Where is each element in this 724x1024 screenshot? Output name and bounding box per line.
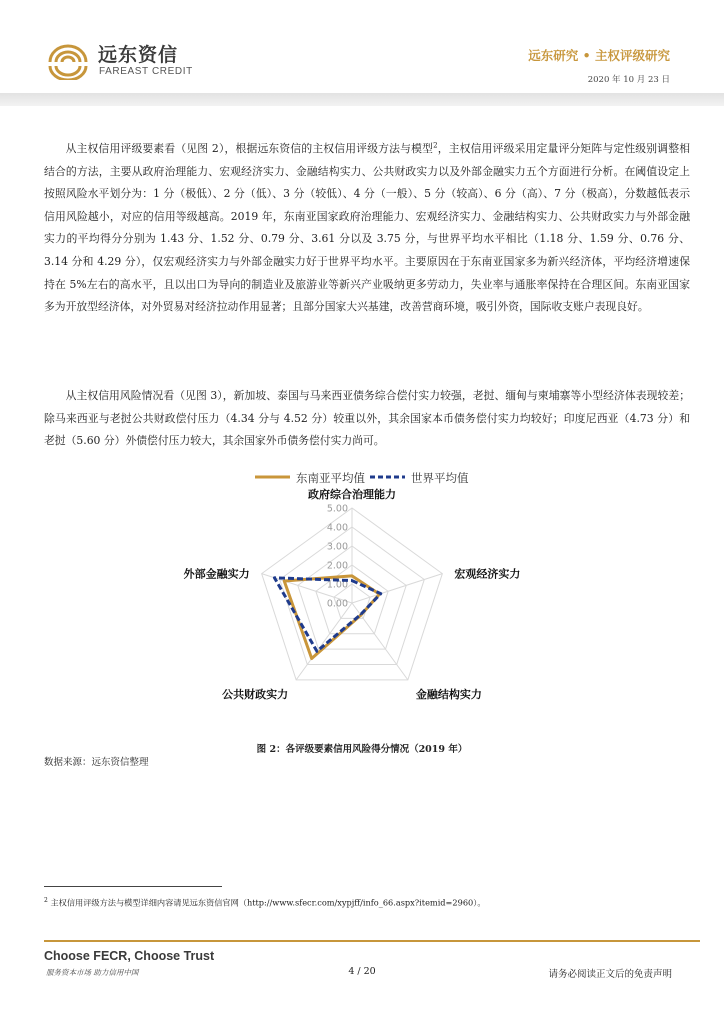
series-point — [360, 614, 362, 616]
series-point — [316, 650, 318, 652]
chart-legend — [255, 471, 469, 485]
footnote-mark: 2 — [44, 897, 48, 904]
tick-label: 0.00 — [326, 598, 348, 610]
series-point — [283, 580, 285, 582]
paragraph-risk-situation — [44, 385, 690, 453]
tick-label: 2.00 — [326, 560, 348, 572]
tick-label: 1.00 — [326, 579, 348, 591]
header-band — [0, 93, 724, 106]
paragraph-1-rest: ，主权信用评级采用定量评分矩阵与定性级别调整相结合的方法，主要从政府治理能力、宏观经济实力、金融结构实力、公共财政实力以及外部金融实力五个方面进行分析。在阈值设定上按照风险水平划分为：1 分（极低）、2 分（低）、3 分（较低）、4 分（一般）、5 分（较高）、6 分（高）、7 分（极高），分数越低表示信用风险越小，对应的信用等级越高。2019 年，东南亚国家政府治理能力、宏观经济实力、金融结构实力、公共财政实力与外部金融实力的平均得分分别为 1.43 分、1.52 分、0.79 分、3.61 分以及 3.75 分，与世界平均水平相比（1.18 分、1.59 分、0.76 分、3.14 分和 4.29 分），仅宏观经济实力与外部金融实力好于世界平均水平。主要原因在于东南亚国家多为新兴经济体，平均经济增速保持在 5%左右的高水平，且以出口为导向的制造业及旅游业等新兴产业吸纳更多劳动力，失业率与通胀率保持在合理区间。东南亚国家多为开放型经济体，对外贸易对经济拉动作用显著；且部分国家大兴基建，改善营商环境，吸引外资，国际收支账户表现良好。 — [44, 142, 690, 314]
data-source: 数据来源：远东资信整理 — [44, 757, 149, 768]
series-point — [380, 593, 382, 595]
report-date: 2020 年 10 月 23 日 — [587, 75, 670, 85]
footnote-rule — [44, 886, 222, 887]
series-point — [311, 658, 313, 660]
fareast-logo-icon — [44, 40, 92, 80]
legend-label-world: 世界平均值 — [411, 471, 469, 485]
figure-caption: 图 2：各评级要素信用风险得分情况（2019 年） — [256, 744, 468, 755]
footer-subline: 服务资本市场 助力信用中国 — [46, 968, 139, 977]
footnote — [44, 897, 486, 909]
footer-slogan: Choose FECR, Choose Trust — [44, 949, 215, 963]
legend-label-sea: 东南亚平均值 — [296, 471, 365, 485]
report-series-title: 远东研究 • 主权评级研究 — [528, 48, 670, 63]
axis-label: 政府综合治理能力 — [308, 488, 396, 501]
series-point — [274, 577, 276, 579]
tick-label: 5.00 — [326, 503, 348, 515]
axis-label: 宏观经济实力 — [454, 567, 521, 581]
paragraph-1-start: 从主权信用评级要素看（见图 2），根据远东资信的主权信用评级方法与模型 — [65, 142, 434, 155]
axis-label: 金融结构实力 — [415, 687, 482, 701]
logo-name-en: FAREAST CREDIT — [99, 66, 193, 77]
disclaimer-link[interactable]: 请务必阅读正文后的免责声明 — [548, 969, 672, 980]
logo-name-cn: 远东资信 — [98, 44, 179, 66]
series-point — [351, 580, 353, 582]
paragraph-2-text: 从主权信用风险情况看（见图 3），新加坡、泰国与马来西亚债务综合偿付实力较强，老挝、缅甸与柬埔寨等小型经济体表现较差；除马来西亚与老挝公共财政偿付压力（4.34 分与 4.52 分）较重以外，其余国家本币债务偿付实力均较好；印度尼西亚（4.73 分）和老挝（5.60 分）外债偿付压力较大，其余国家外币债务偿付实力尚可。 — [44, 389, 690, 448]
axis-label: 公共财政实力 — [222, 687, 289, 701]
paragraph-rating-factors — [44, 138, 690, 319]
series-point — [351, 575, 353, 577]
footnote-text[interactable]: 主权信用评级方法与模型详细内容请见远东资信官网（http://www.sfecr.com/xypjff/info_66.aspx?itemid=2960）。 — [50, 897, 486, 908]
footnote-ref[interactable]: 2 — [433, 141, 438, 150]
tick-label: 3.00 — [326, 541, 348, 553]
tick-label: 4.00 — [326, 522, 348, 534]
axis-label: 外部金融实力 — [183, 567, 250, 581]
grid-spoke-2 — [352, 574, 442, 603]
radar-chart — [180, 464, 550, 736]
footer-rule — [44, 940, 700, 942]
page-number: 4 / 20 — [348, 966, 376, 977]
